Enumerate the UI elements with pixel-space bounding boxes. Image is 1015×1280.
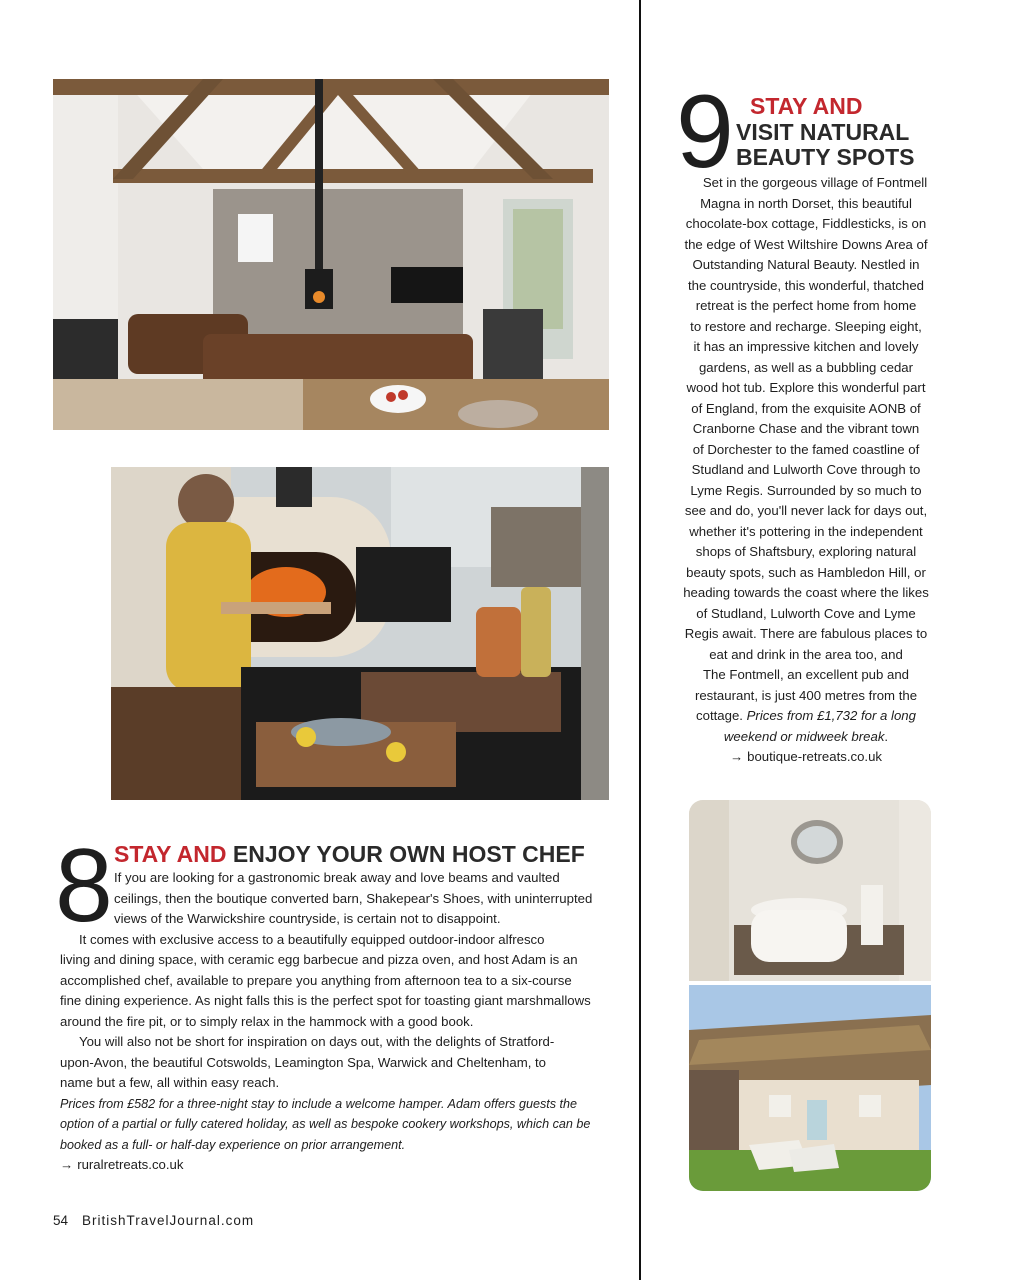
text-line: shops of Shaftsbury, exploring natural [695,544,917,559]
text-line: Lyme Regis. Surrounded by so much to [690,482,922,498]
section-8-body [60,868,605,1176]
text-line: ceilings, then the boutique converted barn, Shakepear's Shoes, with uninterrupted [114,890,593,906]
section-9-number: 9 [676,74,734,190]
text-line: views of the Warwickshire countryside, is certain not to disappoint. [114,911,501,926]
text-line: Set in the gorgeous village of Fontmell [702,175,928,190]
text-line: the edge of West Wiltshire Downs Area of [684,236,928,252]
text-line: whether it's pottering in the independent [689,523,923,539]
text-line: wood hot tub. Explore this wonderful part [686,380,926,395]
text-line: retreat is the perfect home from home [695,298,917,313]
footer-site[interactable]: BritishTravelJournal.com [82,1213,255,1228]
text-line: If you are looking for a gastronomic break away and love beams and vaulted [114,870,560,885]
text-line: Regis await. There are fabulous places to [684,626,928,641]
text-line: Studland and Lulworth Cove through to [691,462,921,477]
section-8-heading-red: STAY AND [114,841,227,867]
page-number: 54 [53,1213,69,1228]
text-line: chocolate-box cottage, Fiddlesticks, is on [685,216,927,231]
text-line: Outstanding Natural Beauty. Nestled in [692,257,920,272]
section-8-heading-rest: ENJOY YOUR OWN HOST CHEF [232,841,585,867]
section-9-price-line2: weekend or midweek break. [723,728,889,744]
text-line: beauty spots, such as Hambledon Hill, or [686,564,926,580]
text-line: of Studland, Lulworth Cove and Lyme [696,605,916,621]
text-line: It comes with exclusive access to a beautifully equipped outdoor-indoor alfresco [79,931,545,947]
section-8-intro [60,868,605,930]
section-9-heading-line2: VISIT NATURAL [736,118,910,145]
section-8-heading [114,840,585,868]
cottage-bath-and-exterior-photo [689,800,931,1191]
text-line: eat and drink in the area too, and [709,646,903,662]
text-line: option of a partial or fully catered holiday, as well as bespoke cookery workshops, which can be [60,1117,591,1131]
text-line: see and do, you'll never lack for days out, [684,503,928,518]
text-line: Prices from £582 for a three-night stay to include a welcome hamper. Adam offers guests the [60,1096,578,1111]
text-line: heading towards the coast where the likes [683,585,929,600]
arrow-right-icon: → [60,1157,74,1172]
text-line: living and dining space, with ceramic egg barbecue and pizza oven, and host Adam is an [60,952,578,967]
text-line: accomplished chef, available to prepare you anything from afternoon tea to a six-course [60,972,572,988]
chef-pizza-oven-photo [111,467,609,800]
text-line: Cranborne Chase and the vibrant town [692,421,920,436]
section-8-paragraph-2 [60,930,605,1033]
text-line: upon-Avon, the beautiful Cotswolds, Leamington Spa, Warwick and Cheltenham, to [60,1054,547,1070]
text-line: You will also not be short for inspiration on days out, with the delights of Stratford- [79,1034,555,1049]
section-9-lines [676,173,936,706]
section-9-body [676,173,936,768]
text-line: restaurant, is just 400 metres from the [694,687,918,703]
text-line: fine dining experience. As night falls this is the perfect spot for toasting giant marshmallows [60,993,591,1008]
section-9-link[interactable]: → boutique-retreats.co.uk [729,749,883,764]
text-line: to restore and recharge. Sleeping eight, [690,318,922,334]
section-8-link[interactable]: → ruralretreats.co.uk [60,1157,184,1172]
text-line: of England, from the exquisite AONB of [691,400,921,416]
living-room-photo [53,79,609,430]
text-line: The Fontmell, an excellent pub and [703,667,909,682]
section-8-price [60,1094,605,1156]
column-divider [639,0,641,1280]
text-line: it has an impressive kitchen and lovely [693,339,919,354]
section-9-price-line: cottage. Prices from £1,732 for a long [696,708,916,723]
page-footer [53,1213,254,1228]
text-line: Magna in north Dorset, this beautiful [700,195,912,211]
section-9-heading-line3: BEAUTY SPOTS [736,144,915,170]
text-line: of Dorchester to the famed coastline of [692,441,920,457]
arrow-right-icon: → [729,749,744,764]
section-8-number: 8 [55,828,113,944]
text-line: the countryside, this wonderful, thatched [687,277,925,293]
text-line: name but a few, all within easy reach. [60,1075,280,1090]
section-9-heading [736,94,936,171]
text-line: gardens, as well as a bubbling cedar [698,359,914,375]
section-8-paragraph-3 [60,1032,605,1094]
section-9-heading-red: STAY AND [750,93,863,119]
text-line: around the fire pit, or to simply relax in the hammock with a good book. [60,1013,474,1029]
text-line: booked as a full- or half-day experience on prior arrangement. [60,1137,406,1152]
